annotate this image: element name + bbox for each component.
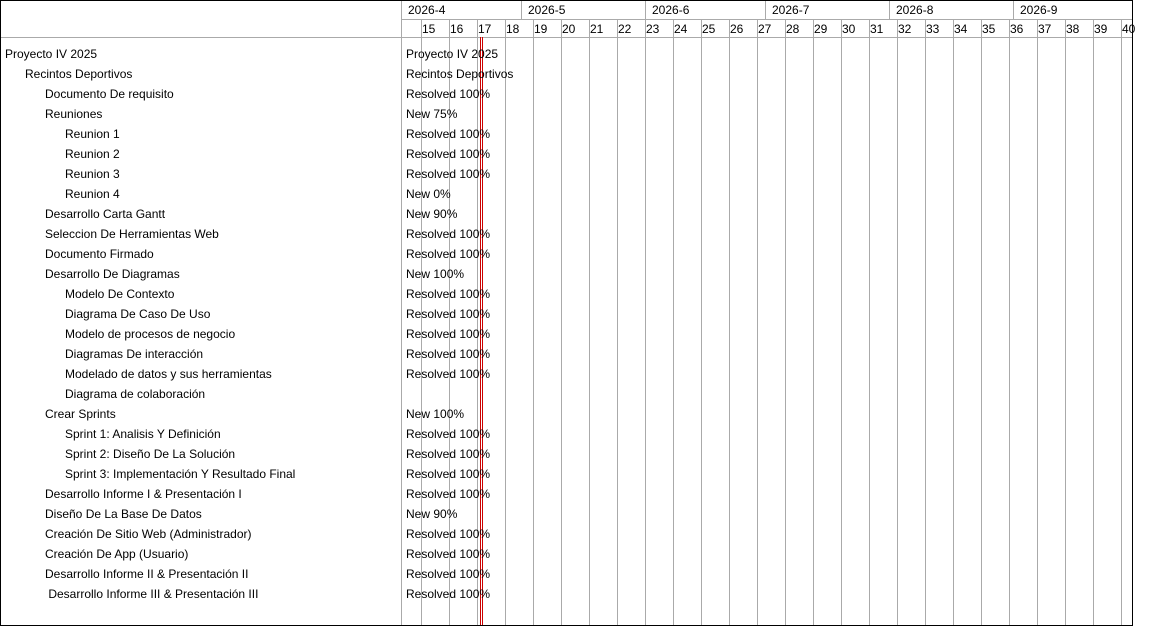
- week-header-32: 32: [898, 22, 912, 36]
- week-gridline: [785, 20, 786, 625]
- task-status-label: Resolved 100%: [406, 127, 491, 141]
- task-status-label: Resolved 100%: [406, 527, 491, 541]
- week-header-22: 22: [618, 22, 632, 36]
- week-header-31: 31: [870, 22, 884, 36]
- gantt-subjects-panel: [1, 1, 402, 625]
- week-header-18: 18: [506, 22, 520, 36]
- week-gridline: [869, 20, 870, 625]
- task-subject[interactable]: Modelo de procesos de negocio: [65, 327, 236, 341]
- week-gridline: [841, 20, 842, 625]
- week-header-16: 16: [450, 22, 464, 36]
- task-subject[interactable]: Seleccion De Herramientas Web: [45, 227, 219, 241]
- week-header-26: 26: [730, 22, 744, 36]
- week-header-25: 25: [702, 22, 716, 36]
- task-subject[interactable]: Desarrollo Informe II & Presentación II: [45, 567, 249, 581]
- task-status-label: Resolved 100%: [406, 227, 491, 241]
- task-status-label: New 100%: [406, 267, 465, 281]
- week-gridline: [953, 20, 954, 625]
- week-header-33: 33: [926, 22, 940, 36]
- task-status-label: Resolved 100%: [406, 147, 491, 161]
- week-header-24: 24: [674, 22, 688, 36]
- task-subject[interactable]: Modelo De Contexto: [65, 287, 175, 301]
- task-subject[interactable]: Diseño De La Base De Datos: [45, 507, 202, 521]
- month-header-2026-8: 2026-8: [889, 1, 1013, 19]
- task-status-label: Resolved 100%: [406, 367, 491, 381]
- task-subject[interactable]: Desarrollo Informe III & Presentación III: [45, 587, 259, 601]
- week-header-28: 28: [786, 22, 800, 36]
- task-subject[interactable]: Modelado de datos y sus herramientas: [65, 367, 272, 381]
- week-gridline: [561, 20, 562, 625]
- task-status-label: Resolved 100%: [406, 287, 491, 301]
- task-subject[interactable]: Recintos Deportivos: [25, 67, 133, 81]
- task-subject[interactable]: Reuniones: [45, 107, 103, 121]
- week-gridline: [1121, 20, 1122, 625]
- task-status-label: New 0%: [406, 187, 451, 201]
- task-status-label: Resolved 100%: [406, 467, 491, 481]
- task-status-label: Recintos Deportivos: [406, 67, 514, 81]
- week-header-23: 23: [646, 22, 660, 36]
- task-subject[interactable]: Sprint 1: Analisis Y Definición: [65, 427, 221, 441]
- week-header-19: 19: [534, 22, 548, 36]
- week-gridline: [533, 20, 534, 625]
- week-gridline: [1009, 20, 1010, 625]
- task-subject[interactable]: Sprint 3: Implementación Y Resultado Final: [65, 467, 296, 481]
- week-header-29: 29: [814, 22, 828, 36]
- week-gridline: [813, 20, 814, 625]
- month-header-2026-4: 2026-4: [408, 3, 446, 17]
- task-status-label: New 75%: [406, 107, 458, 121]
- task-status-label: Resolved 100%: [406, 487, 491, 501]
- task-status-label: Resolved 100%: [406, 347, 491, 361]
- week-gridline: [589, 20, 590, 625]
- month-header-2026-5: 2026-5: [521, 1, 645, 19]
- week-header-36: 36: [1010, 22, 1024, 36]
- week-header-30: 30: [842, 22, 856, 36]
- task-subject[interactable]: Reunion 4: [65, 187, 120, 201]
- task-subject[interactable]: Creación De Sitio Web (Administrador): [45, 527, 252, 541]
- task-subject[interactable]: Creación De App (Usuario): [45, 547, 189, 561]
- task-subject[interactable]: Documento Firmado: [45, 247, 154, 261]
- task-subject[interactable]: Reunion 1: [65, 127, 120, 141]
- week-header-40: 40: [1122, 22, 1136, 36]
- week-header-15: 15: [422, 22, 436, 36]
- week-header-38: 38: [1066, 22, 1080, 36]
- gantt-timeline-area[interactable]: [402, 1, 1136, 625]
- task-subject[interactable]: Reunion 2: [65, 147, 120, 161]
- week-gridline: [925, 20, 926, 625]
- task-subject[interactable]: Diagramas De interacción: [65, 347, 204, 361]
- week-gridline: [981, 20, 982, 625]
- task-status-label: Resolved 100%: [406, 587, 491, 601]
- task-status-label: Proyecto IV 2025: [406, 47, 499, 61]
- week-header-39: 39: [1094, 22, 1108, 36]
- task-status-label: Resolved 100%: [406, 547, 491, 561]
- task-subject[interactable]: Reunion 3: [65, 167, 120, 181]
- task-status-label: Resolved 100%: [406, 427, 491, 441]
- task-status-label: Resolved 100%: [406, 167, 491, 181]
- task-subject[interactable]: Diagrama De Caso De Uso: [65, 307, 211, 321]
- week-gridline: [505, 20, 506, 625]
- task-status-label: New 90%: [406, 507, 458, 521]
- task-status-label: Resolved 100%: [406, 247, 491, 261]
- week-gridline: [1065, 20, 1066, 625]
- task-status-label: New 100%: [406, 407, 465, 421]
- week-gridline: [897, 20, 898, 625]
- month-header-2026-7: 2026-7: [765, 1, 889, 19]
- week-header-17: 17: [478, 22, 492, 36]
- week-gridline: [673, 20, 674, 625]
- task-status-label: Resolved 100%: [406, 87, 491, 101]
- week-header-21: 21: [590, 22, 604, 36]
- week-header-37: 37: [1038, 22, 1052, 36]
- week-gridline: [757, 20, 758, 625]
- month-header-2026-6: 2026-6: [645, 1, 765, 19]
- week-gridline: [645, 20, 646, 625]
- task-subject[interactable]: Crear Sprints: [45, 407, 116, 421]
- task-status-label: Resolved 100%: [406, 567, 491, 581]
- task-subject[interactable]: Sprint 2: Diseño De La Solución: [65, 447, 236, 461]
- task-subject[interactable]: Diagrama de colaboración: [65, 387, 206, 401]
- task-status-label: Resolved 100%: [406, 447, 491, 461]
- week-gridline: [701, 20, 702, 625]
- task-subject[interactable]: Proyecto IV 2025: [5, 47, 98, 61]
- month-header-2026-9: 2026-9: [1013, 1, 1132, 19]
- task-status-label: Resolved 100%: [406, 327, 491, 341]
- week-gridline: [617, 20, 618, 625]
- week-header-35: 35: [982, 22, 996, 36]
- week-header-27: 27: [758, 22, 772, 36]
- gantt-subjects-header: [1, 1, 401, 38]
- week-header-20: 20: [562, 22, 576, 36]
- task-status-label: New 90%: [406, 207, 458, 221]
- task-subject[interactable]: Documento De requisito: [45, 87, 174, 101]
- task-subject[interactable]: Desarrollo De Diagramas: [45, 267, 180, 281]
- task-status-label: Resolved 100%: [406, 307, 491, 321]
- task-subject[interactable]: Desarrollo Carta Gantt: [45, 207, 166, 221]
- week-header-row: [402, 20, 1136, 38]
- month-header-row: [402, 1, 1132, 20]
- week-gridline: [729, 20, 730, 625]
- task-subject[interactable]: Desarrollo Informe I & Presentación I: [45, 487, 242, 501]
- week-header-34: 34: [954, 22, 968, 36]
- week-gridline: [1093, 20, 1094, 625]
- week-gridline: [1037, 20, 1038, 625]
